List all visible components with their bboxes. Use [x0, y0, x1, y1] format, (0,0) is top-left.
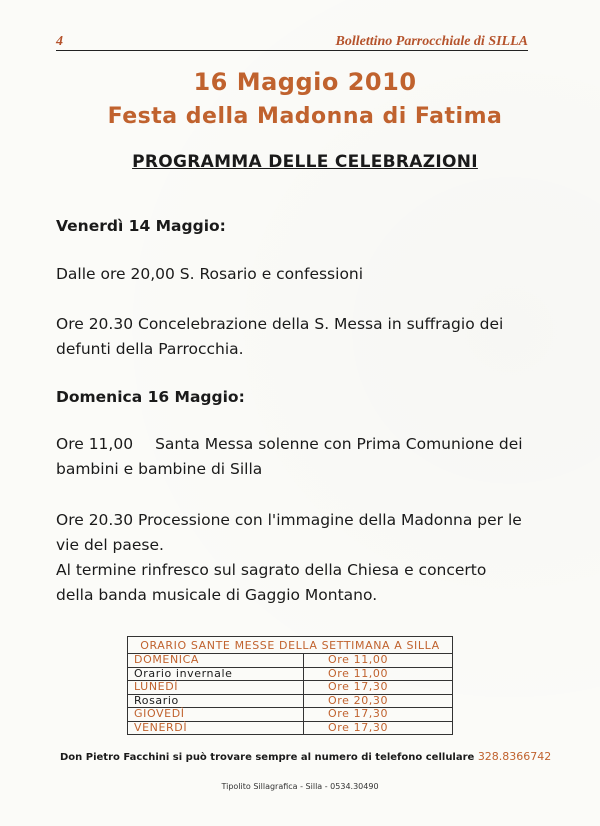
friday-mass-line2: defunti della Parrocchia. — [56, 340, 244, 358]
friday-heading: Venerdì 14 Maggio: — [56, 217, 226, 235]
table-row — [128, 694, 453, 708]
table-row — [128, 681, 453, 695]
schedule-day: DOMENICA — [128, 654, 304, 668]
schedule-day: GIOVEDÌ — [128, 708, 304, 722]
contact-note — [60, 750, 552, 763]
table-row — [128, 667, 453, 681]
schedule-time: Ore 11,00 — [304, 654, 453, 668]
friday-mass — [56, 312, 536, 362]
event-date: 16 Maggio 2010 — [193, 68, 417, 96]
mass-schedule-table — [127, 636, 453, 735]
schedule-time: Ore 17,30 — [304, 708, 453, 722]
contact-text: Don Pietro Facchini si può trovare sempre al numero di telefono cellulare — [60, 752, 475, 763]
table-row — [128, 721, 453, 735]
schedule-time: Ore 20,30 — [304, 694, 453, 708]
friday-mass-line1: Ore 20.30 Concelebrazione della S. Messa in suffragio dei — [56, 315, 504, 333]
schedule-day: VENERDÌ — [128, 721, 304, 735]
schedule-day: Orario invernale — [128, 667, 304, 681]
schedule-title: ORARIO SANTE MESSE DELLA SETTIMANA A SILLA — [128, 637, 453, 654]
refreshment-line1: Al termine rinfresco sul sagrato della Chiesa e concerto — [56, 561, 487, 579]
schedule-time: Ore 17,30 — [304, 681, 453, 695]
sunday-mass — [56, 432, 536, 482]
refreshment-line2: della banda musicale di Gaggio Montano. — [56, 586, 378, 604]
sunday-mass-line2: bambini e bambine di Silla — [56, 460, 263, 478]
sunday-mass-text: Santa Messa solenne con Prima Comunione dei — [155, 435, 523, 453]
schedule-day: Rosario — [128, 694, 304, 708]
event-title: Festa della Madonna di Fatima — [107, 104, 503, 129]
printer-credit: Tipolito Sillagrafica - Silla - 0534.30490 — [221, 782, 379, 791]
sunday-mass-time: Ore 11,00 — [56, 435, 134, 453]
schedule-time: Ore 11,00 — [304, 667, 453, 681]
procession-line2: vie del paese. — [56, 536, 164, 554]
program-heading: PROGRAMMA DELLE CELEBRAZIONI — [132, 152, 478, 172]
schedule-time: Ore 17,30 — [304, 721, 453, 735]
table-row — [128, 708, 453, 722]
page-number: 4 — [56, 34, 63, 49]
friday-rosary: Dalle ore 20,00 S. Rosario e confessioni — [56, 265, 364, 283]
schedule-day: LUNEDÌ — [128, 681, 304, 695]
sunday-procession — [56, 508, 536, 608]
procession-line1: Ore 20.30 Processione con l'immagine della Madonna per le — [56, 511, 522, 529]
header-divider — [56, 50, 528, 51]
page-header — [56, 30, 528, 48]
bulletin-name: Bollettino Parrocchiale di SILLA — [335, 34, 528, 49]
sunday-mass-line1 — [56, 432, 536, 457]
table-row — [128, 654, 453, 668]
phone-number: 328.8366742 — [477, 750, 552, 763]
sunday-heading: Domenica 16 Maggio: — [56, 388, 245, 406]
